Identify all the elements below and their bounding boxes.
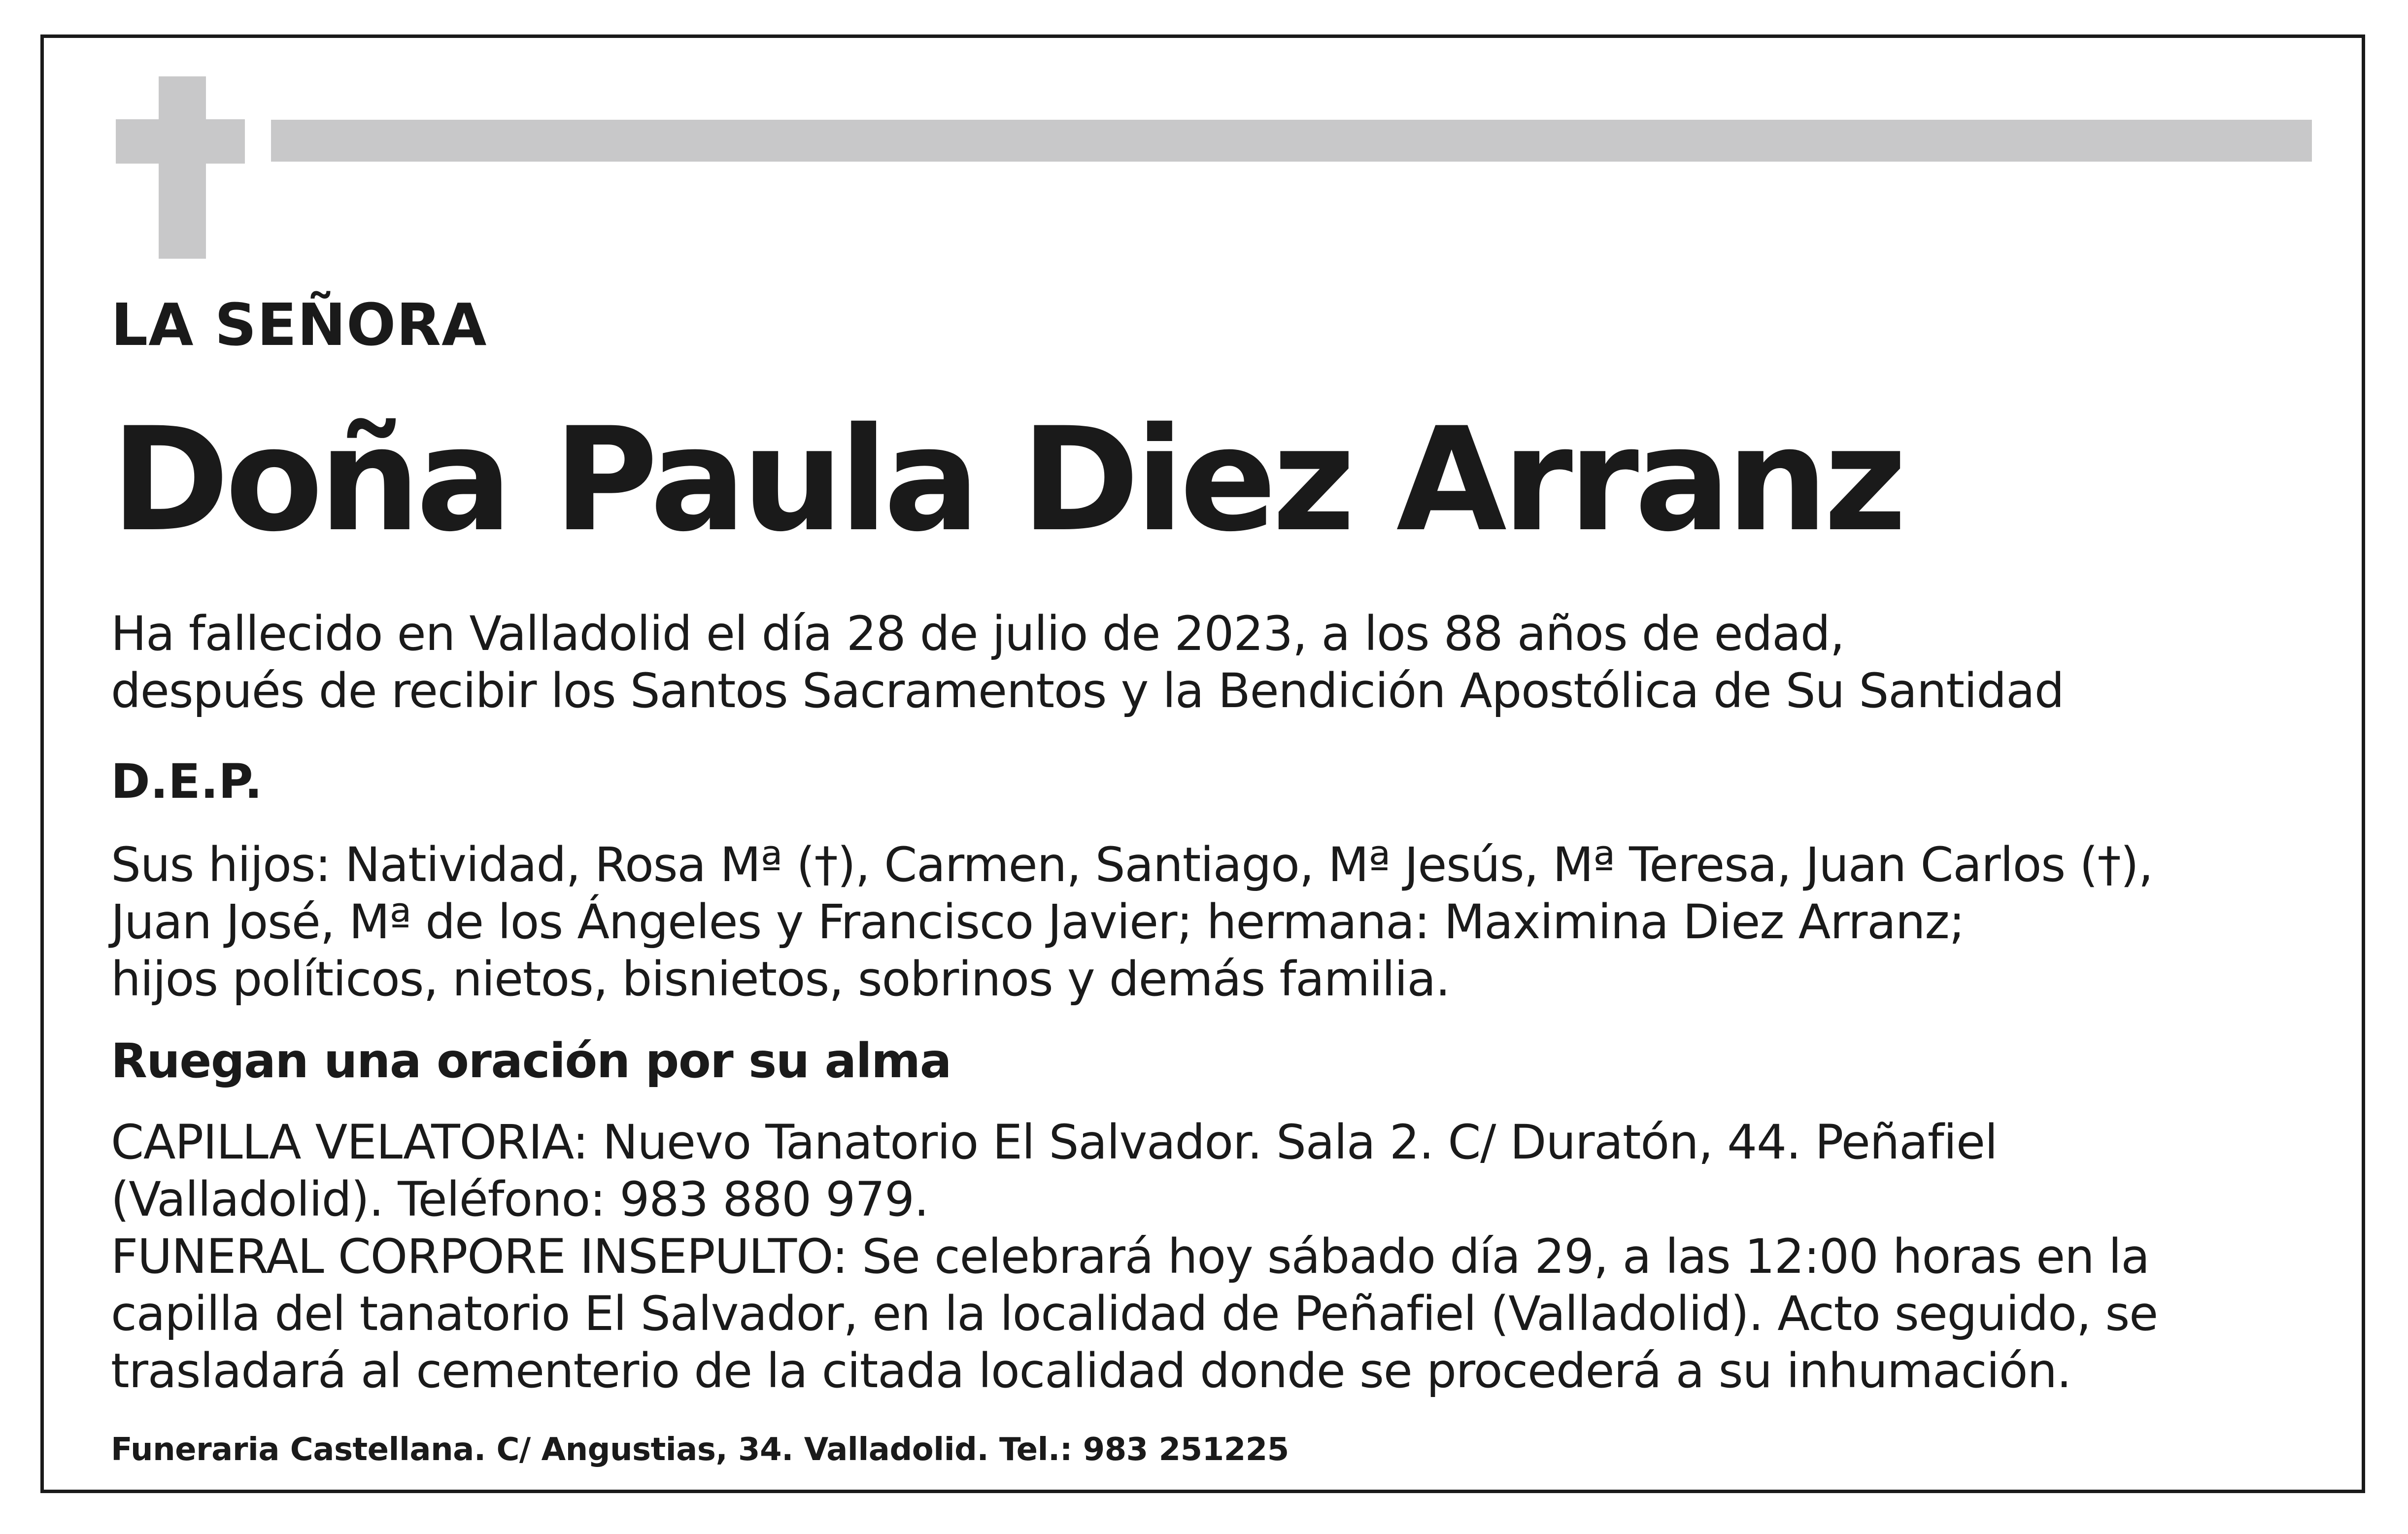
death-announcement — [111, 605, 2064, 719]
family-line: hijos políticos, nietos, bisnietos, sobrinos y demás familia. — [111, 952, 1450, 1007]
cross-horizontal-bar — [116, 119, 245, 164]
service-line: FUNERAL CORPORE INSEPULTO: Se celebrará hoy sábado día 29, a las 12:00 horas en la — [111, 1229, 2150, 1284]
service-details — [111, 1114, 2158, 1399]
family-line: Juan José, Mª de los Ángeles y Francisco Javier; hermana: Maximina Diez Arranz; — [111, 894, 1965, 950]
announcement-line: después de recibir los Santos Sacramentos y la Bendición Apostólica de Su Santidad — [111, 663, 2064, 718]
cross-vertical-bar — [159, 76, 206, 259]
family-list — [111, 836, 2153, 1008]
prayer-request: Ruegan una oración por su alma — [111, 1033, 951, 1089]
deceased-name: Doña Paula Diez Arranz — [111, 397, 1903, 563]
service-line: capilla del tanatorio El Salvador, en la localidad de Peñafiel (Valladolid). Acto seguido, se — [111, 1286, 2158, 1341]
header-rule — [271, 120, 2312, 162]
announcement-line: Ha fallecido en Valladolid el día 28 de julio de 2023, a los 88 años de edad, — [111, 606, 1844, 661]
service-line: trasladará al cementerio de la citada localidad donde se procederá a su inhumación. — [111, 1343, 2071, 1398]
family-line: Sus hijos: Natividad, Rosa Mª (†), Carmen, Santiago, Mª Jesús, Mª Teresa, Juan Carlos (†), — [111, 837, 2153, 892]
notice-heading: LA SEÑORA — [111, 291, 487, 359]
funeral-home-footer: Funeraria Castellana. C/ Angustias, 34. Valladolid. Tel.: 983 251225 — [111, 1432, 1289, 1468]
dep-label: D.E.P. — [111, 754, 263, 809]
service-line: (Valladolid). Teléfono: 983 880 979. — [111, 1172, 929, 1227]
service-line: CAPILLA VELATORIA: Nuevo Tanatorio El Salvador. Sala 2. C/ Duratón, 44. Peñafiel — [111, 1115, 1998, 1170]
